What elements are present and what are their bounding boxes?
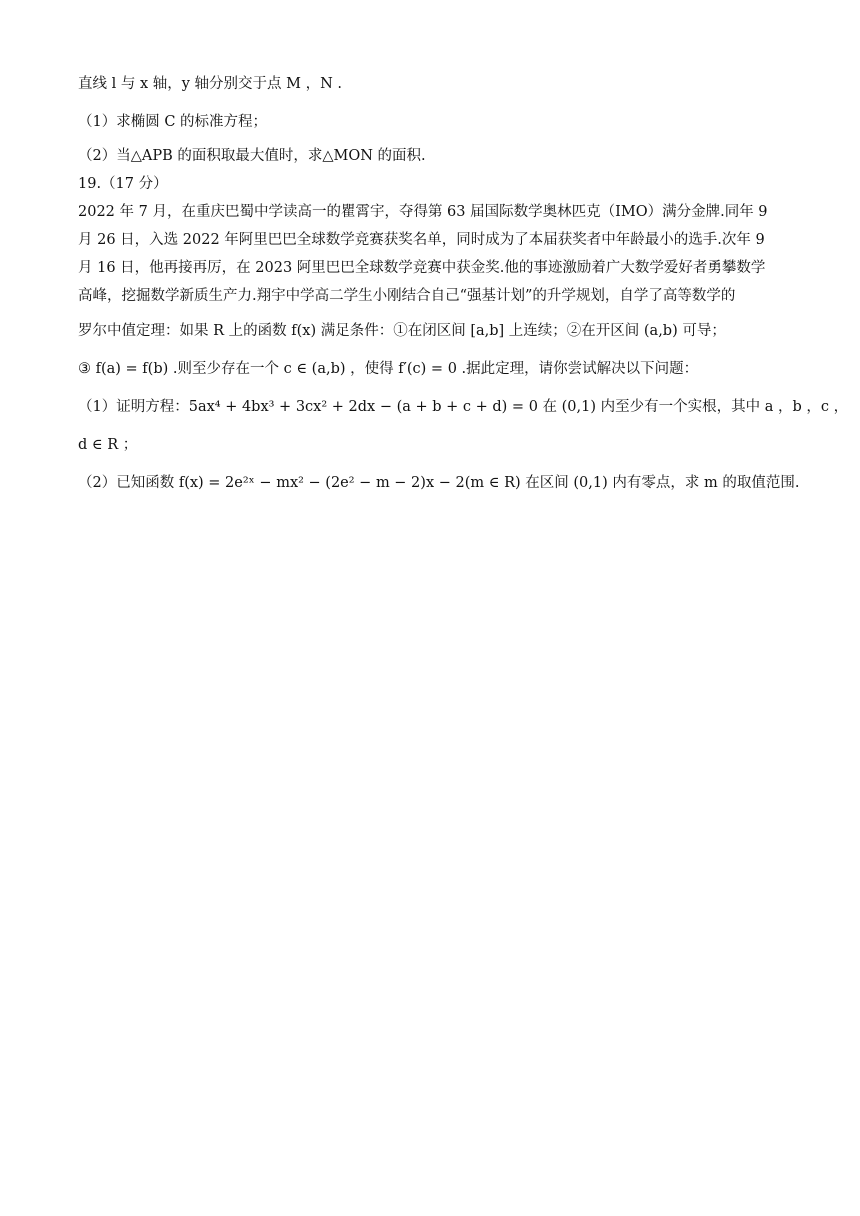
- q19-intro-line: 2022 年 7 月，在重庆巴蜀中学读高一的瞿霄宇，夺得第 63 届国际数学奥林匹克（IMO）满分金牌.同年 9: [78, 204, 768, 220]
- document-page: [78, 70, 849, 500]
- q19-intro-line: 月 16 日，他再接再厉，在 2023 阿里巴巴全球数学竞赛中获金奖.他的事迹激励着广大数学爱好者勇攀数学: [78, 260, 766, 276]
- q18-part2: （2）当△APB 的面积取最大值时，求△MON 的面积.: [78, 148, 426, 164]
- rolle-theorem-line-1: 罗尔中值定理：如果 R 上的函数 f(x) 满足条件：①在闭区间 [a,b] 上连续；②在开区间 (a,b) 可导；: [78, 323, 726, 339]
- q19-intro-line: 月 26 日，入选 2022 年阿里巴巴全球数学竞赛获奖名单，同时成为了本届获奖者中年龄最小的选手.次年 9: [78, 232, 765, 248]
- q18-part1: （1）求椭圆 C 的标准方程；: [78, 114, 268, 130]
- q19-part1-line-2: d ∈ R ；: [78, 437, 138, 453]
- q19-header: 19.（17 分）: [78, 176, 168, 192]
- rolle-theorem-line-2: ③ f(a) = f(b) .则至少存在一个 c ∈ (a,b) ，使得 f′(c) = 0 .据此定理，请你尝试解决以下问题：: [78, 361, 699, 377]
- q18-continuation: 直线 l 与 x 轴，y 轴分别交于点 M ，N .: [78, 76, 343, 92]
- q19-part2: （2）已知函数 f(x) = 2e²ˣ − mx² − (2e² − m − 2)x − 2(m ∈ R) 在区间 (0,1) 内有零点，求 m 的取值范围.: [78, 475, 800, 491]
- q19-intro-line: 高峰，挖掘数学新质生产力.翔宇中学高二学生小刚结合自己“强基计划”的升学规划，自学了高等数学的: [78, 288, 736, 304]
- q19-intro: [78, 198, 783, 310]
- q19-part1-line-1: （1）证明方程：5ax⁴ + 4bx³ + 3cx² + 2dx − (a + b + c + d) = 0 在 (0,1) 内至少有一个实根，其中 a ，b ，c ，: [78, 399, 849, 415]
